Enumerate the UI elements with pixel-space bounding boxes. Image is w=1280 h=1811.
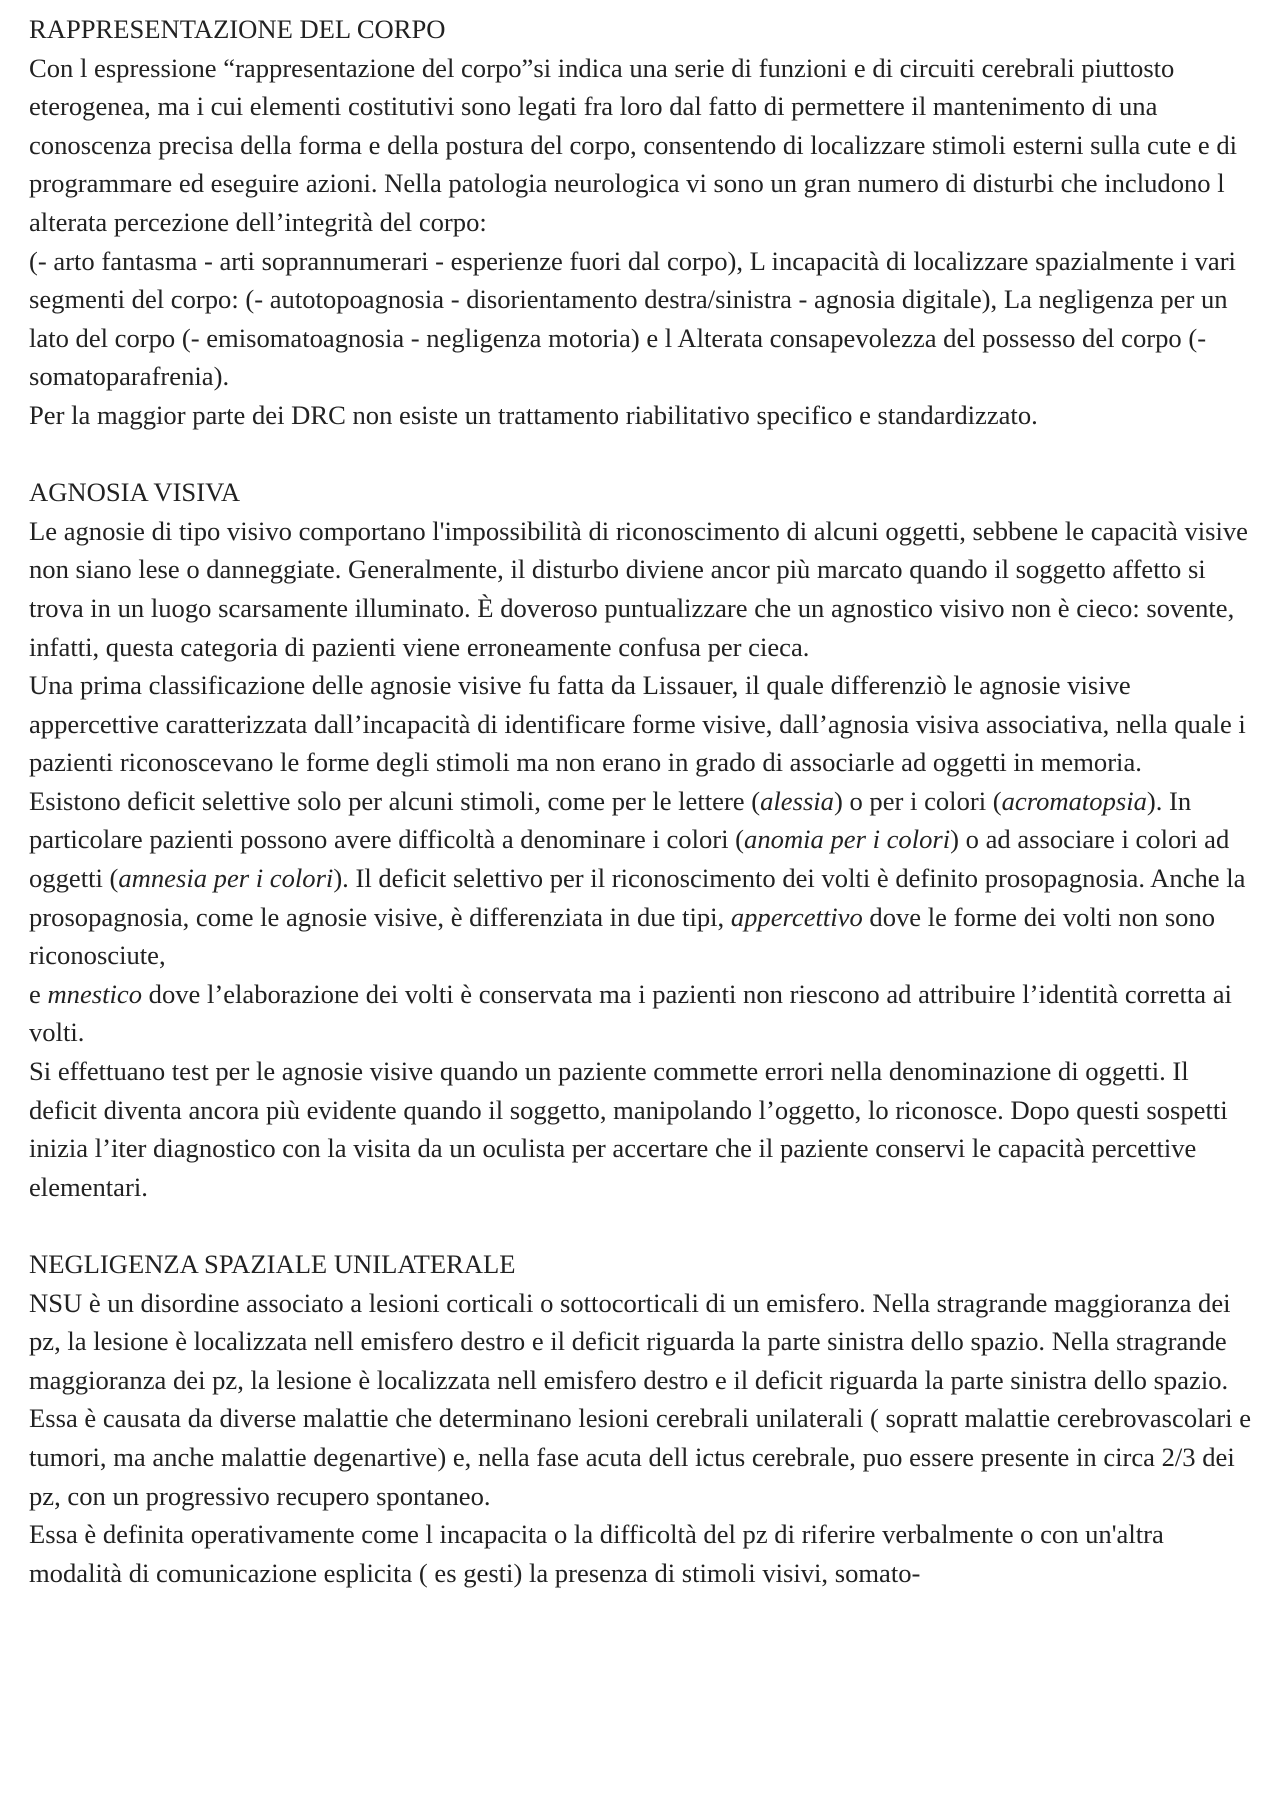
section bbox=[29, 1245, 1261, 1592]
text-run: dove l’elaborazione dei volti è conservata ma i pazienti non riescono ad attribuire l’identità corretta ai volti. bbox=[29, 978, 1232, 1048]
paragraph bbox=[29, 512, 1261, 666]
text-run: Una prima classificazione delle agnosie visive fu fatta da Lissauer, il quale differenziò le agnosie visive appercettive caratterizzata dall’incapacità di identificare forme visive, dall’agnosia visiva associativa, nella quale i pazienti riconoscevano le forme degli stimoli ma non erano in grado di associarle ad oggetti in memoria. bbox=[29, 670, 1246, 778]
paragraph bbox=[29, 782, 1261, 1052]
text-run: e bbox=[29, 978, 48, 1009]
text-run: Le agnosie di tipo visivo comportano l'impossibilità di riconoscimento di alcuni oggetti, sebbene le capacità visive non siano lese o danneggiate. Generalmente, il disturbo diviene ancor più marcato quando il soggetto affetto si trova in un luogo scarsamente illuminato. È doveroso puntualizzare che un agnostico visivo non è cieco: sovente, infatti, questa categoria di pazienti viene erroneamente confusa per cieca. bbox=[29, 515, 1248, 662]
text-run: Essa è definita operativamente come l incapacita o la difficoltà del pz di riferire verbalmente o con un'altra modalità di comunicazione esplicita ( es gesti) la presenza di stimoli visivi, somato- bbox=[29, 1519, 1164, 1588]
document-page bbox=[29, 10, 1261, 1592]
text-run: (- arto fantasma - arti soprannumerari - esperienze fuori dal corpo), L incapacità di localizzare spazialmente i vari segmenti del corpo: (- autotopoagnosia - disorientamento destra/sinistra - agnosia digitale), La negligenza per un lato del corpo (- emisomatoagnosia - negligenza motoria) e l Alterata consapevolezza del possesso del corpo (- somatoparafrenia). bbox=[29, 245, 1236, 392]
paragraph bbox=[29, 49, 1261, 242]
text-run: ) o per i colori ( bbox=[833, 785, 1002, 816]
italic-text: anomia per i colori bbox=[744, 824, 951, 855]
text-run: Si effettuano test per le agnosie visive quando un paziente commette errori nella denominazione di oggetti. Il deficit diventa ancora più evidente quando il soggetto, manipolando l’oggetto, lo riconosce. Dopo questi sospetti inizia l’iter diagnostico con la visita da un oculista per accertare che il paziente conservi le capacità percettive elementari. bbox=[29, 1056, 1228, 1202]
section-heading: RAPPRESENTAZIONE DEL CORPO bbox=[29, 14, 446, 44]
text-run: NSU è un disordine associato a lesioni corticali o sottocorticali di un emisfero. Nella stragrande maggioranza dei pz, la lesione è localizzata nell emisfero destro e il deficit riguarda la parte sinistra dello spazio. Nella stragrande maggioranza dei pz, la lesione è localizzata nell emisfero destro e il deficit riguarda la parte sinistra dello spazio. Essa è causata da diverse malattie che determinano lesioni cerebrali unilaterali ( sopratt malattie cerebrovascolari e tumori, ma anche malattie degenartive) e, nella fase acuta dell ictus cerebrale, puo essere presente in circa 2/3 dei pz, con un progressivo recupero spontaneo. bbox=[29, 1287, 1252, 1511]
paragraph bbox=[29, 396, 1261, 435]
section-heading: NEGLIGENZA SPAZIALE UNILATERALE bbox=[29, 1249, 516, 1279]
italic-text: amnesia per i colori bbox=[118, 863, 334, 894]
paragraph bbox=[29, 1284, 1261, 1516]
text-run: dove le forme dei volti non sono riconosciute, bbox=[29, 901, 1216, 971]
paragraph bbox=[29, 666, 1261, 782]
text-run: ). In particolare pazienti possono avere difficoltà a denominare i colori ( bbox=[29, 785, 1192, 855]
paragraph bbox=[29, 1052, 1261, 1206]
text-run: Esistono deficit selettive solo per alcuni stimoli, come per le lettere ( bbox=[29, 785, 761, 816]
paragraph bbox=[29, 242, 1261, 396]
italic-text: alessia bbox=[760, 785, 834, 816]
section bbox=[29, 10, 1261, 435]
paragraph bbox=[29, 1515, 1261, 1592]
text-run: ) o ad associare i colori ad oggetti ( bbox=[29, 824, 1230, 894]
section bbox=[29, 473, 1261, 1206]
text-run: Per la maggior parte dei DRC non esiste un trattamento riabilitativo specifico e standardizzato. bbox=[29, 399, 1038, 430]
italic-text: appercettivo bbox=[730, 901, 863, 932]
text-run: ). Il deficit selettivo per il riconoscimento dei volti è definito prosopagnosia. Anche la prosopagnosia, come le agnosie visive, è differenziata in due tipi, bbox=[29, 863, 1246, 932]
italic-text: acromatopsia bbox=[1001, 785, 1147, 816]
section-heading: AGNOSIA VISIVA bbox=[29, 477, 241, 508]
text-run: Con l espressione “rappresentazione del corpo”si indica una serie di funzioni e di circuiti cerebrali piuttosto eterogenea, ma i cui elementi costitutivi sono legati fra loro dal fatto di permettere il mantenimento di una conoscenza precisa della forma e della postura del corpo, consentendo di localizzare stimoli esterni sulla cute e di programmare ed eseguire azioni. Nella patologia neurologica vi sono un gran numero di disturbi che includono l alterata percezione dell’integrità del corpo: bbox=[29, 52, 1238, 237]
italic-text: mnestico bbox=[47, 978, 142, 1009]
